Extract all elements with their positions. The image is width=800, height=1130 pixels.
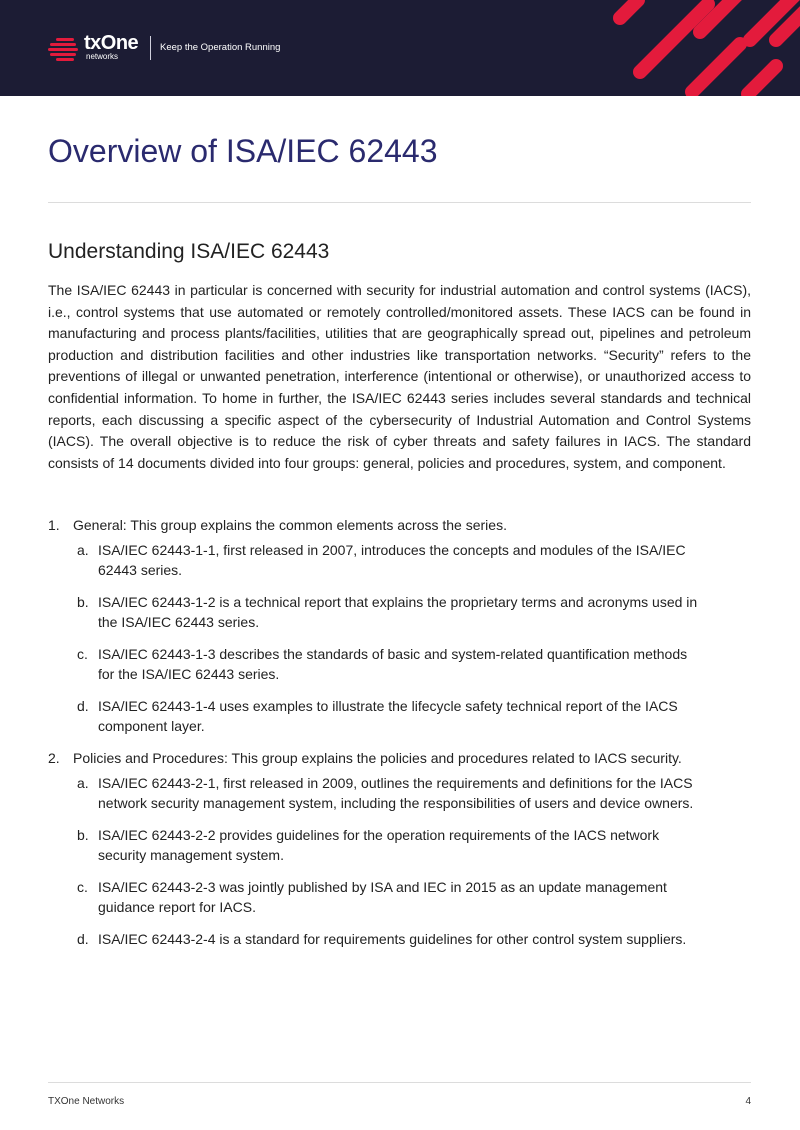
group-number: 2. [48, 750, 60, 766]
list-item [48, 540, 751, 580]
item-letter: b. [77, 594, 89, 610]
brand-name: txOne [84, 32, 139, 54]
list-item [48, 696, 751, 736]
item-text: ISA/IEC 62443-1-3 describes the standards of basic and system-related quantification methods for the ISA/IEC 62443 series. [98, 646, 688, 682]
brand-subtitle: networks [86, 52, 119, 61]
item-letter: c. [77, 646, 88, 662]
groups-list [48, 515, 751, 961]
item-letter: c. [77, 879, 88, 895]
item-text: ISA/IEC 62443-1-4 uses examples to illustrate the lifecycle safety technical report of the IACS component layer. [98, 698, 678, 734]
item-text: ISA/IEC 62443-2-4 is a standard for requirements guidelines for other control system suppliers. [98, 931, 687, 947]
sub-items [48, 773, 751, 949]
footer-company: TXOne Networks [48, 1096, 125, 1107]
sub-items [48, 540, 751, 736]
page-number: 4 [745, 1096, 751, 1107]
brand-divider [150, 36, 151, 60]
page-header [0, 0, 800, 96]
list-item [48, 592, 751, 632]
item-letter: a. [77, 542, 89, 558]
txone-logo-icon [48, 37, 80, 61]
item-letter: d. [77, 931, 89, 947]
item-letter: a. [77, 775, 89, 791]
item-letter: b. [77, 827, 89, 843]
group-general [48, 515, 751, 736]
item-text: ISA/IEC 62443-1-2 is a technical report that explains the proprietary terms and acronyms used in the ISA/IEC 62443 series. [98, 594, 698, 630]
item-text: ISA/IEC 62443-2-2 provides guidelines for the operation requirements of the IACS network security management system. [98, 827, 660, 863]
list-item [48, 773, 751, 813]
item-text: ISA/IEC 62443-2-1, first released in 2009, outlines the requirements and definitions for the IACS network security management system, including the responsibilities of users and device owners. [98, 775, 694, 811]
list-item [48, 929, 751, 949]
title-divider [48, 202, 751, 203]
footer-divider [48, 1082, 751, 1083]
list-item [48, 825, 751, 865]
group-number: 1. [48, 517, 60, 533]
list-item [48, 877, 751, 917]
section-heading: Understanding ISA/IEC 62443 [48, 240, 330, 263]
group-text: General: This group explains the common elements across the series. [73, 517, 507, 533]
group-text: Policies and Procedures: This group explains the policies and procedures related to IACS security. [73, 750, 682, 766]
intro-paragraph: The ISA/IEC 62443 in particular is concerned with security for industrial automation and control systems (IACS), i.e., control systems that use automated or remotely controlled/monitored assets. These IACS can be found in manufacturing and process plants/facilities, utilities that are geographically spread out, pipelines and petroleum production and distribution facilities and other industries like transportation networks. “Security” refers to the preventions of illegal or unwanted penetration, interference (intentional or otherwise), or unauthorized access to confidential information. To home in further, the ISA/IEC 62443 series includes several standards and technical reports, each discussing a specific aspect of the cybersecurity of Industrial Automation and Control Systems (IACS). The overall objective is to reduce the risk of cyber threats and safety failures in IACS. The standard consists of 14 documents divided into four groups: general, policies and procedures, system, and component. [48, 282, 751, 471]
tagline: Keep the Operation Running [160, 42, 281, 53]
group-item [48, 748, 751, 768]
group-item [48, 515, 751, 535]
item-text: ISA/IEC 62443-2-3 was jointly published by ISA and IEC in 2015 as an update management guidance report for IACS. [98, 879, 667, 915]
item-text: ISA/IEC 62443-1-1, first released in 2007, introduces the concepts and modules of the ISA/IEC 62443 series. [98, 542, 686, 578]
item-letter: d. [77, 698, 89, 714]
red-stripes-decoration [600, 0, 800, 96]
group-policies [48, 748, 751, 949]
page-title: Overview of ISA/IEC 62443 [48, 133, 438, 169]
list-item [48, 644, 751, 684]
